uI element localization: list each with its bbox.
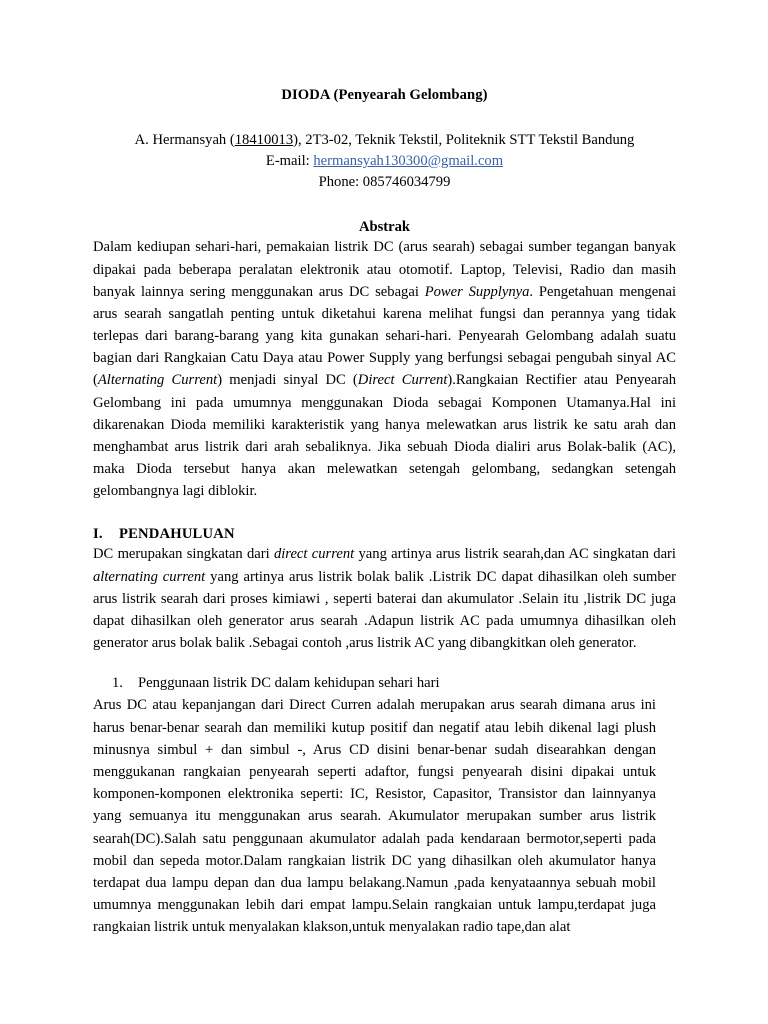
intro-text-part-2: yang artinya arus listrik searah,dan AC singkatan dari	[354, 546, 676, 563]
intro-italic-alternating-current: alternating current	[93, 568, 206, 585]
intro-italic-direct-current: direct current	[273, 546, 355, 563]
document-content	[93, 0, 676, 938]
intro-paragraph-2: Arus DC atau kepanjangan dari Direct Curren adalah merupakan arus searah dimana arus ini harus benar-benar searah dan memiliki kutup positif dan negatif atau lebih dikenal lagi plush minusnya simbul + dan simbul -, Arus CD disini benar-benar sudah disearahkan dengan menggukanan rangkaian penyearah seperti adaftor, fungsi penyearah disini dipakai untuk komponen-komponen elektronika seperti: IC, Resistor, Capasitor, Transistor dan lainnyanya yang semuanya itu menggunakan arus searah. Akumulator merupakan sumber arus listrik searah(DC).Salah satu penggunaan akumulator adalah pada kendaraan bermotor,seperti pada mobil dan sepeda motor.Dalam rangkaian listrik DC yang dihasilkan oleh akumulator hanya terdapat dua lampu depan dan dua lampu belakang.Namun ,pada kenyataannya sebuah mobil umumnya menggunakan lebih dari empat lampu.Selain rangkaian untuk lampu,terdapat juga rangkaian listrik untuk menyalakan klakson,untuk menyalakan radio tape,dan alat	[93, 697, 656, 936]
abstract-text-part-4: ).Rangkaian Rectifier atau Penyearah Gelombang ini pada umumnya menggunakan Dioda sebagai Komponen Utamanya.Hal ini dikarenakan Dioda memiliki karakteristik yang hanya melewatkan arus listrik ke satu arah dan menghambat arus listrik dari arah sebaliknya. Jika sebuah Dioda dialiri arus Bolak-balik (AC), maka Dioda tersebut hanya akan melewatkan setengah gelombang, sedangkan setengah gelombangnya lagi diblokir.	[93, 372, 676, 500]
student-id: 18410013	[234, 132, 294, 149]
phone-line: Phone: 085746034799	[318, 173, 451, 190]
list-item-label: Penggunaan listrik DC dalam kehidupan sehari hari	[138, 675, 440, 692]
list-item	[93, 672, 676, 694]
abstract-italic-alternating-current: Alternating Current	[97, 372, 218, 389]
abstract-italic-direct-current: Direct Current	[357, 372, 448, 389]
author-affiliation: ), 2T3-02, Teknik Tekstil, Politeknik STT Tekstil Bandung	[293, 132, 635, 149]
page-title: DIODA (Penyearah Gelombang)	[281, 87, 488, 103]
abstract-italic-power-supplynya: Power Supplynya	[424, 283, 530, 300]
section-heading-pendahuluan	[93, 526, 676, 543]
author-block	[93, 130, 676, 192]
abstract-heading: Abstrak	[358, 219, 411, 236]
intro-text-part-1: DC merupakan singkatan dari	[93, 546, 274, 563]
email-link[interactable]: hermansyah130300@gmail.com	[313, 152, 504, 169]
email-line	[93, 151, 676, 172]
abstract-text-part-1: Dalam kediupan sehari-hari, pemakaian listrik DC (arus searah) sebagai sumber tegangan banyak dipakai pada beberapa peralatan elektronik atau otomotif. Laptop, Televisi, Radio dan masih banyak lainnya sering menggunakan arus DC sebagai	[93, 239, 676, 300]
author-name-prefix: A. Hermansyah (	[134, 132, 235, 149]
abstract-text-part-3: ) menjadi sinyal DC (	[217, 372, 358, 389]
section-number: I.	[93, 526, 103, 543]
abstract-paragraph	[93, 236, 676, 502]
email-label: E-mail:	[265, 152, 314, 169]
author-affiliation-line	[93, 130, 676, 151]
section-title: PENDAHULUAN	[119, 526, 235, 543]
intro-paragraph	[93, 543, 676, 654]
abstract-text-part-2: . Pengetahuan mengenai arus searah sangatlah penting untuk diketahui karena melihat fungsi dan perannya yang tidak terlepas dari barang-barang yang kita gunakan sehari-hari. Penyearah Gelombang adalah suatu bagian dari Rangkaian Catu Daya atau Power Supply yang berfungsi sebagai pengubah sinyal AC (	[93, 283, 676, 389]
intro-text-part-3: yang artinya arus listrik bolak balik .Listrik DC dapat dihasilkan oleh sumber arus listrik searah dari proses kimiawi , seperti baterai dan akumulator .Selain itu ,listrik DC juga dapat dihasilkan oleh generator arus searah .Adapun listrik AC pada umumnya dihasilkan oleh generator arus bolak balik .Sebagai contoh ,arus listrik AC yang dibangkitkan oleh generator.	[93, 568, 676, 652]
numbered-list	[93, 672, 676, 694]
list-item-marker: 1.	[112, 675, 123, 692]
